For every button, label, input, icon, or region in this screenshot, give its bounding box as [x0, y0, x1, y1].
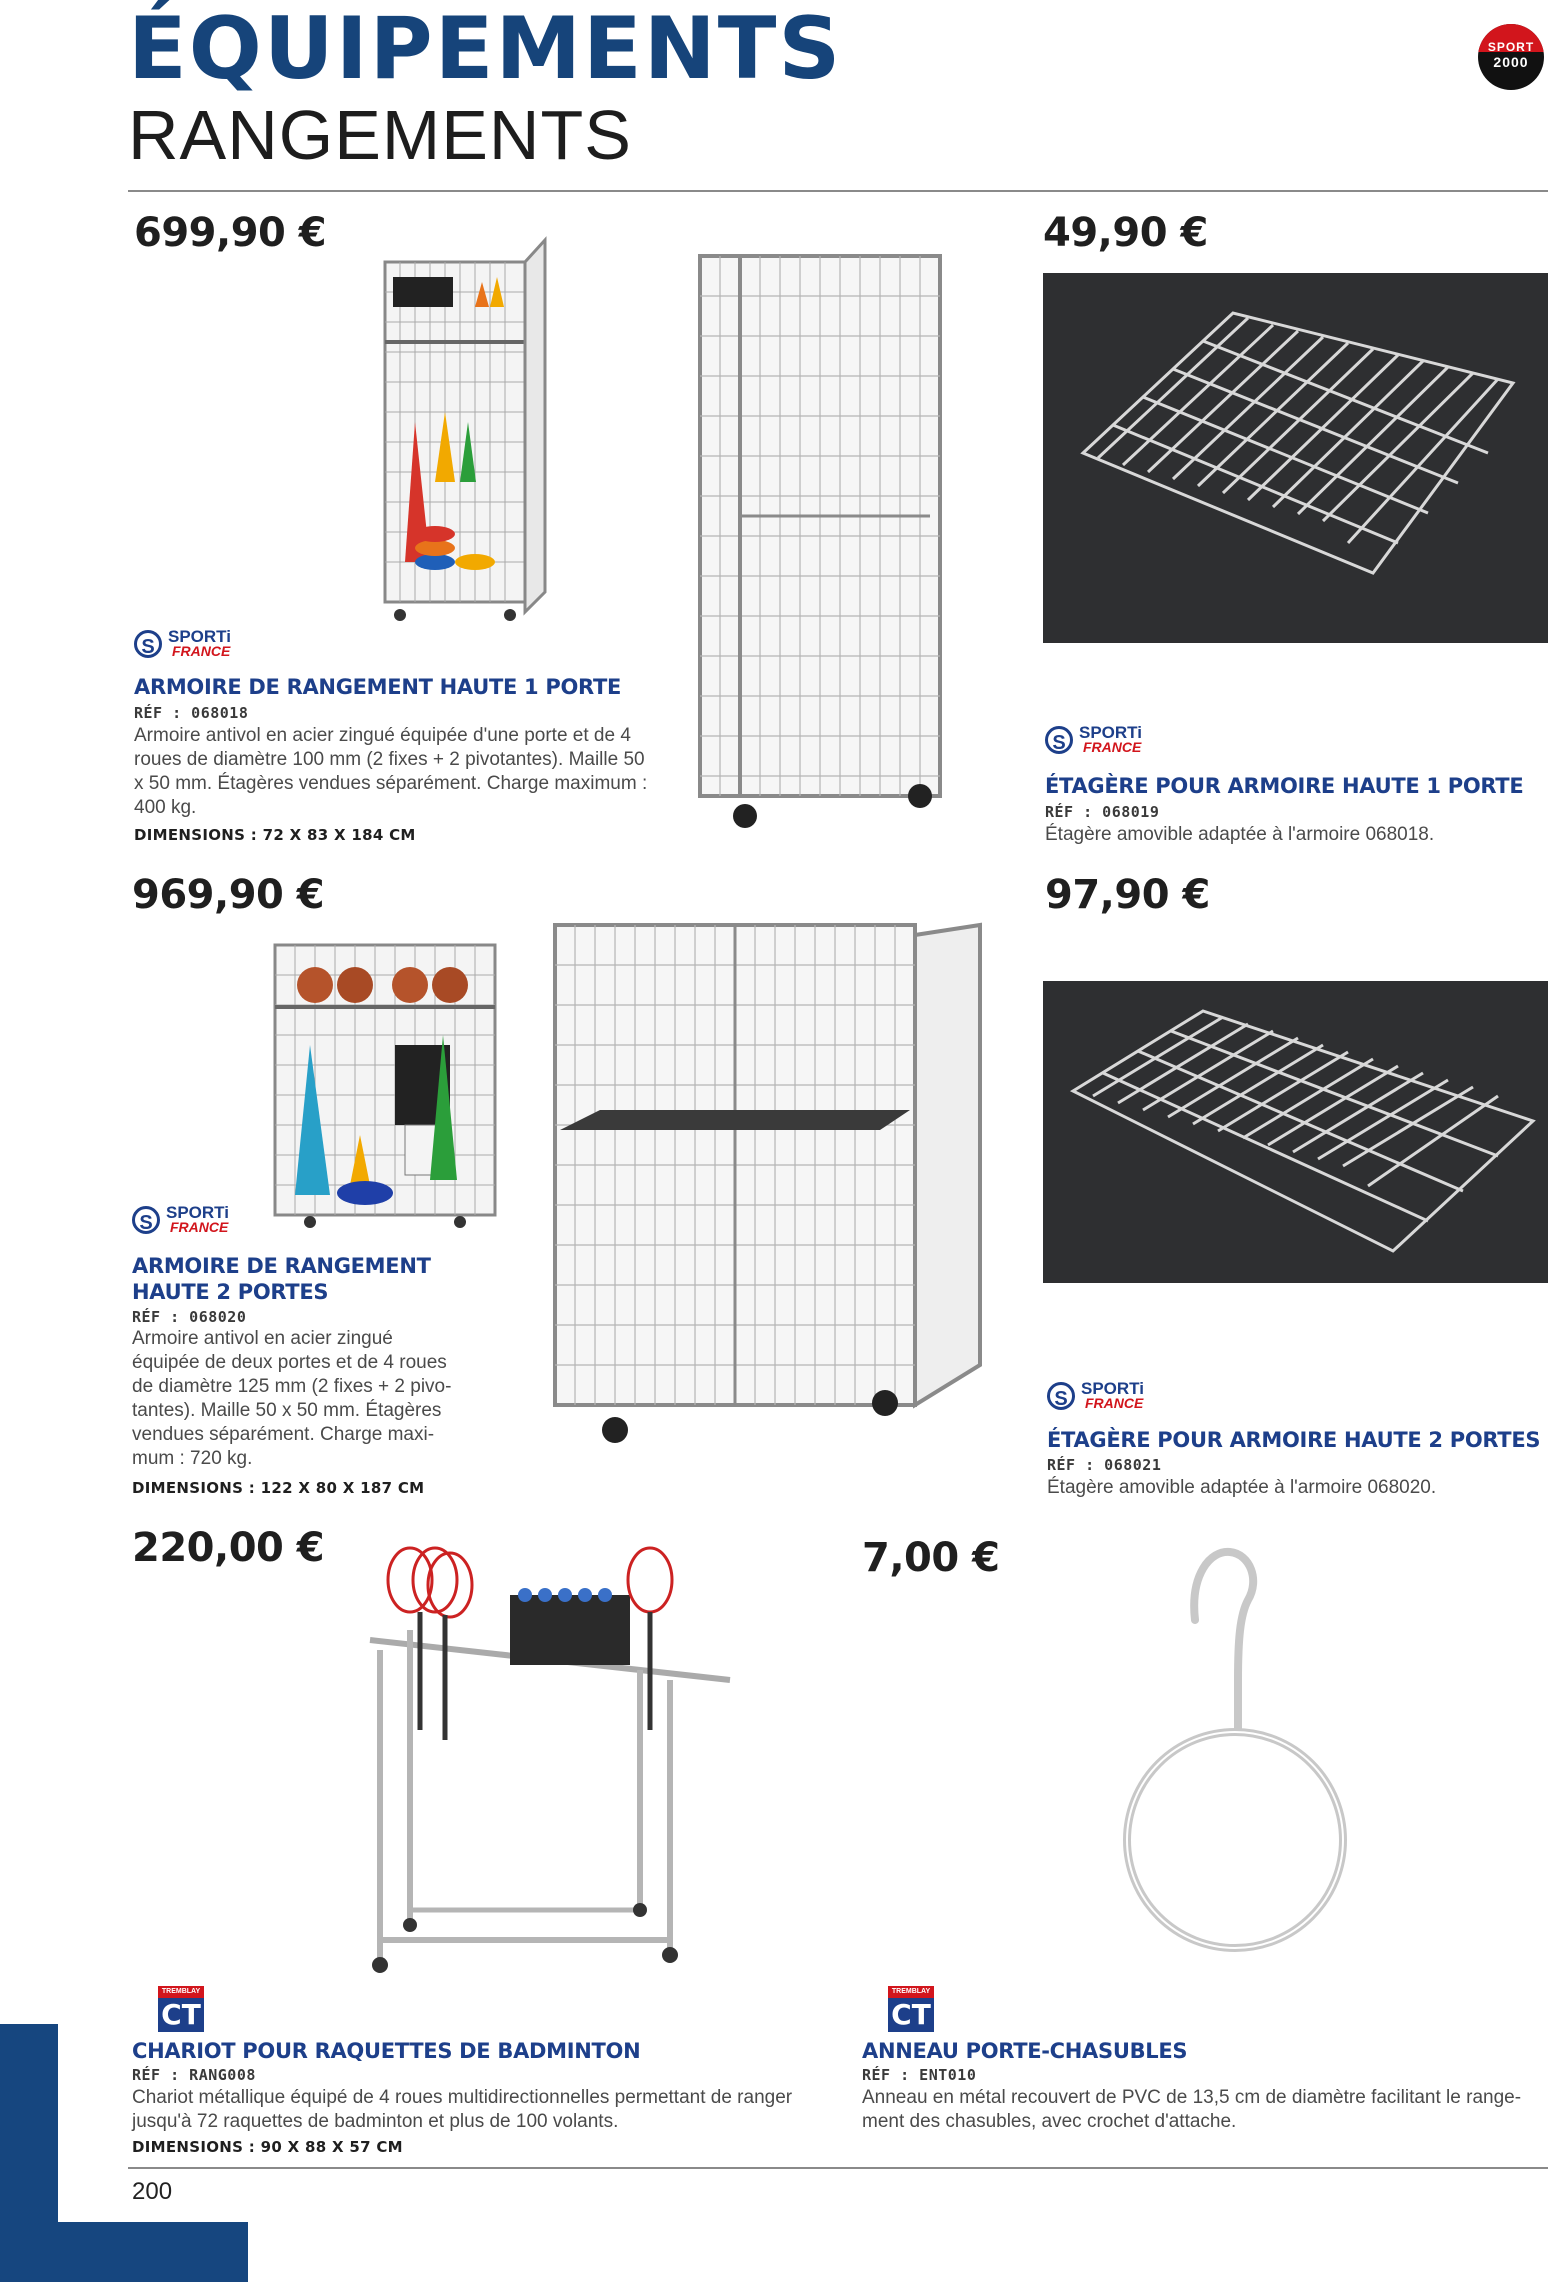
product-desc-068019: Étagère amovible adaptée à l'armoire 068018. [1045, 824, 1435, 845]
product-ref-068021: RÉF : 068021 [1047, 1456, 1162, 1474]
page-title: ÉQUIPEMENTS [128, 0, 843, 99]
product-desc-068021: Étagère amovible adaptée à l'armoire 068020. [1047, 1477, 1437, 1498]
product-ref-068018: RÉF : 068018 [134, 704, 249, 722]
product-title-068018: ARMOIRE DE RANGEMENT HAUTE 1 PORTE [134, 675, 622, 699]
product-image-etagere-2-portes [1043, 981, 1548, 1283]
product-ref-068020: RÉF : 068020 [132, 1308, 247, 1326]
product-desc-ent010: Anneau en métal recouvert de PVC de 13,5 cm de diamètre facilitant le range- ment des chasubles, avec crochet d'attache. [862, 2087, 1522, 2132]
footer-accent-block [58, 2222, 248, 2282]
header-divider [128, 190, 1548, 192]
brand-logo-ct: TREMBLAY CT [158, 1986, 204, 2032]
brand-logo-sporti: S SPORTi FRANCE [1045, 724, 1165, 758]
product-dims-068018: DIMENSIONS : 72 X 83 X 184 CM [134, 826, 416, 844]
product-title-068019: ÉTAGÈRE POUR ARMOIRE HAUTE 1 PORTE [1045, 774, 1524, 798]
product-image-anneau [1100, 1540, 1360, 2020]
product-title-068020: ARMOIRE DE RANGEMENT HAUTE 2 PORTES [132, 1254, 431, 1304]
product-image-armoire-2-portes [265, 935, 505, 1235]
price-068018: 699,90 € [134, 210, 327, 256]
product-image-armoire-1-porte-vide [680, 226, 960, 838]
brand-logo-sporti: S SPORTi FRANCE [132, 1204, 252, 1238]
price-068020: 969,90 € [132, 872, 325, 918]
product-title-ent010: ANNEAU PORTE-CHASUBLES [862, 2039, 1188, 2063]
product-ref-rang008: RÉF : RANG008 [132, 2066, 256, 2084]
brand-logo-sporti: S SPORTi FRANCE [1047, 1380, 1167, 1414]
product-image-armoire-1-porte [375, 232, 585, 624]
price-ent010: 7,00 € [862, 1535, 1000, 1581]
product-title-rang008: CHARIOT POUR RAQUETTES DE BADMINTON [132, 2039, 641, 2063]
footer-divider [128, 2167, 1548, 2169]
product-desc-068020: Armoire antivol en acier zingué équipée de deux portes et de 4 roues de diamètre 125 mm (2 fixes + 2 pivo- tantes). Maille 50 x 50 mm. Étagères vendues séparément. Charge maxi- mum : 720 kg. [132, 1328, 452, 1469]
product-desc-068018: Armoire antivol en acier zingué équipée d'une porte et de 4 roues de diamètre 100 mm (2 fixes + 2 pivotantes). Maille 50 x 50 mm. Étagères vendues séparément. Charge maximum : 400 kg. [134, 725, 648, 818]
product-dims-rang008: DIMENSIONS : 90 X 88 X 57 CM [132, 2138, 403, 2156]
product-image-armoire-2-portes-vide [540, 915, 990, 1455]
price-rang008: 220,00 € [132, 1525, 325, 1571]
product-title-068021: ÉTAGÈRE POUR ARMOIRE HAUTE 2 PORTES [1047, 1428, 1541, 1452]
brand-logo-ct: TREMBLAY CT [888, 1986, 934, 2032]
product-image-etagere-1-porte [1043, 273, 1548, 643]
product-image-chariot-badminton [350, 1540, 740, 1980]
price-068019: 49,90 € [1043, 210, 1208, 256]
footer-accent-block [0, 2024, 58, 2282]
page-subtitle: RANGEMENTS [128, 96, 632, 174]
product-dims-068020: DIMENSIONS : 122 X 80 X 187 CM [132, 1479, 425, 1497]
product-desc-rang008: Chariot métallique équipé de 4 roues multidirectionnelles permettant de ranger jusqu'à 72 raquettes de badminton et plus de 100 volants. [132, 2087, 793, 2132]
page-number: 200 [132, 2178, 173, 2205]
product-ref-ent010: RÉF : ENT010 [862, 2066, 977, 2084]
product-ref-068019: RÉF : 068019 [1045, 803, 1160, 821]
sport2000-logo: SPORT 2000 [1478, 24, 1544, 90]
brand-logo-sporti: S SPORTi FRANCE [134, 628, 254, 662]
price-068021: 97,90 € [1045, 872, 1210, 918]
